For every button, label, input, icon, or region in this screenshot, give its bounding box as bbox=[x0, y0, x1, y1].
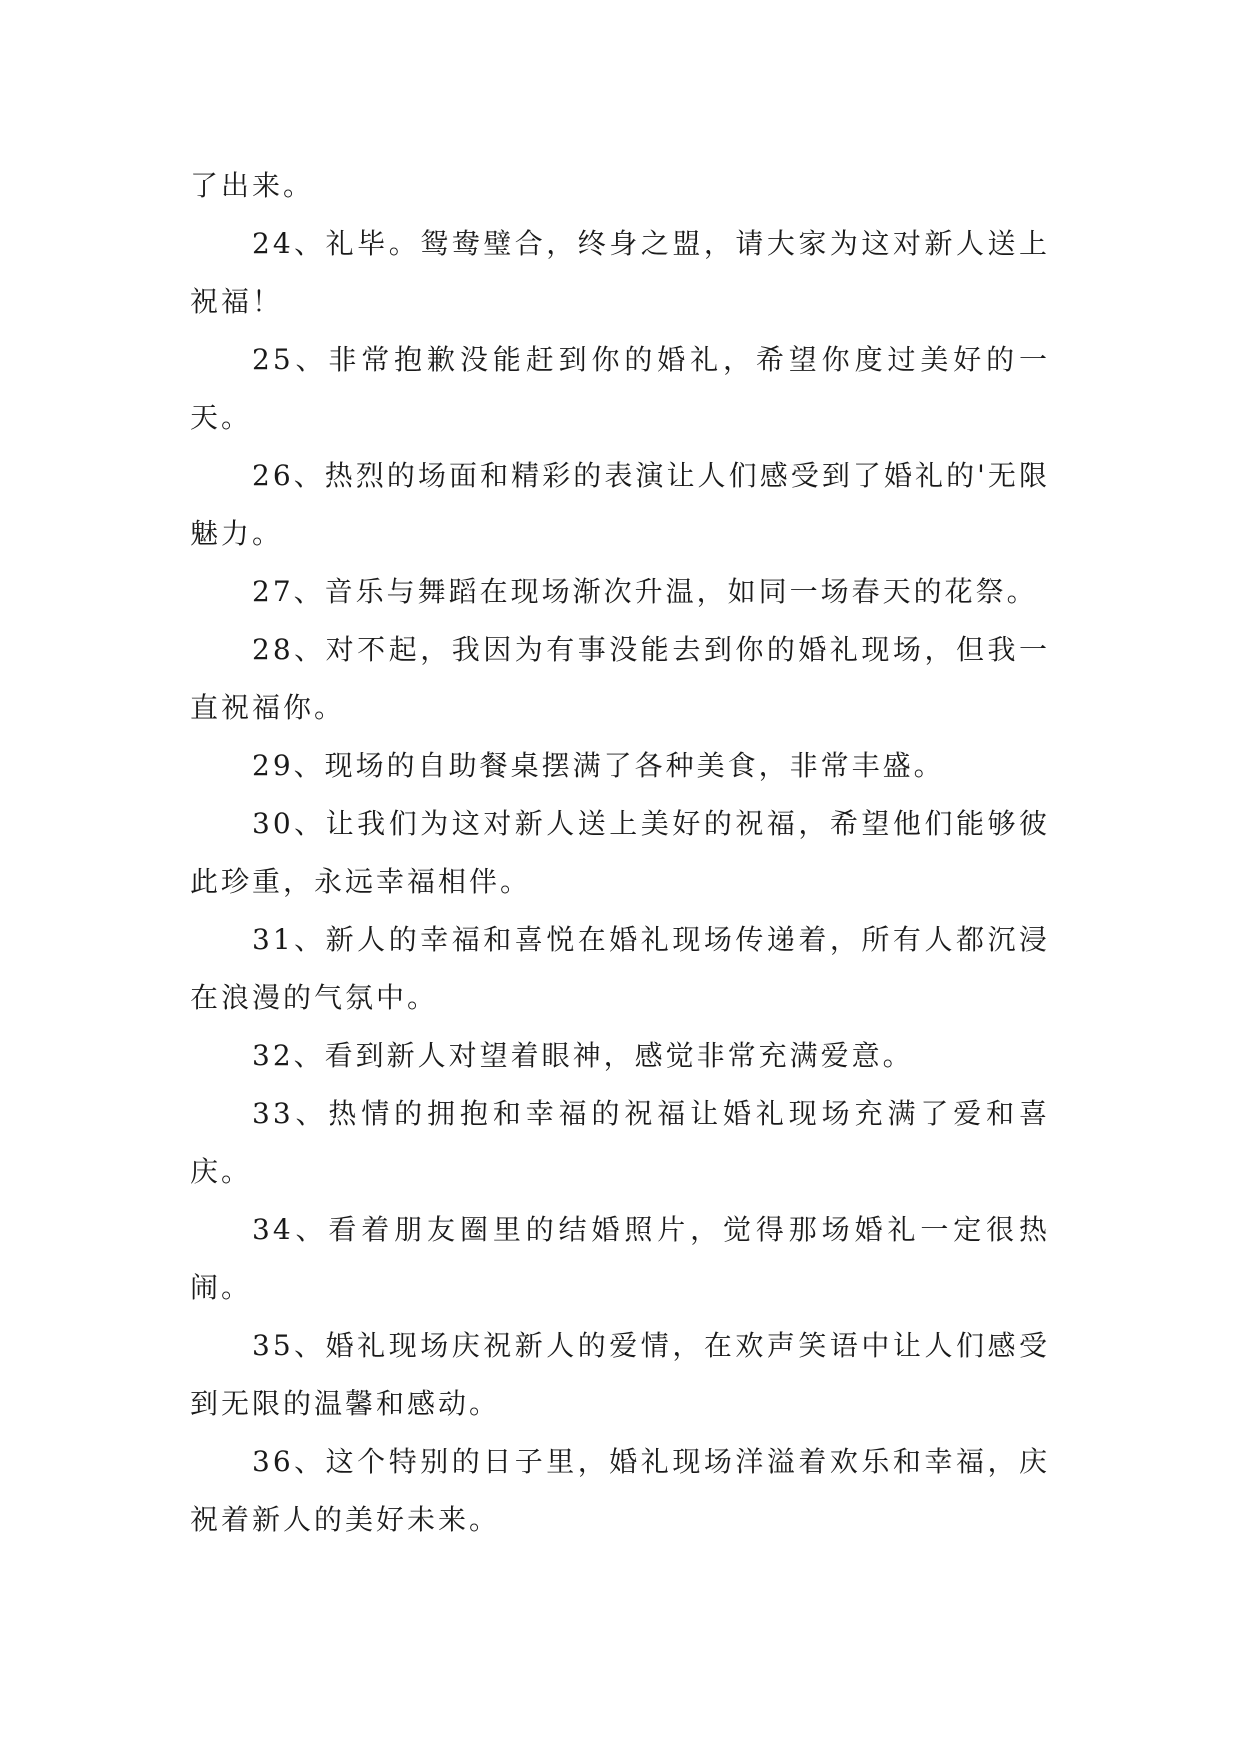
paragraph-24: 24、礼毕。鸳鸯璧合，终身之盟，请大家为这对新人送上祝福！ bbox=[190, 227, 1050, 318]
paragraph-continuation: 了出来。 bbox=[190, 169, 315, 202]
paragraph-25: 25、非常抱歉没能赶到你的婚礼，希望你度过美好的一天。 bbox=[190, 343, 1050, 434]
paragraph-34: 34、看着朋友圈里的结婚照片，觉得那场婚礼一定很热闹。 bbox=[190, 1213, 1050, 1304]
paragraph-28: 28、对不起，我因为有事没能去到你的婚礼现场，但我一直祝福你。 bbox=[190, 633, 1050, 724]
paragraph-31: 31、新人的幸福和喜悦在婚礼现场传递着，所有人都沉浸在浪漫的气氛中。 bbox=[190, 923, 1050, 1014]
paragraph-26: 26、热烈的场面和精彩的表演让人们感受到了婚礼的'无限魅力。 bbox=[190, 459, 1050, 550]
paragraph-27: 27、音乐与舞蹈在现场渐次升温，如同一场春天的花祭。 bbox=[252, 575, 1038, 608]
paragraph-35: 35、婚礼现场庆祝新人的爱情，在欢声笑语中让人们感受到无限的温馨和感动。 bbox=[190, 1329, 1050, 1420]
document-body bbox=[190, 157, 1050, 1549]
paragraph-29: 29、现场的自助餐桌摆满了各种美食，非常丰盛。 bbox=[252, 749, 945, 782]
paragraph-30: 30、让我们为这对新人送上美好的祝福，希望他们能够彼此珍重，永远幸福相伴。 bbox=[190, 807, 1050, 898]
paragraph-32: 32、看到新人对望着眼神，感觉非常充满爱意。 bbox=[252, 1039, 914, 1072]
paragraph-36: 36、这个特别的日子里，婚礼现场洋溢着欢乐和幸福，庆祝着新人的美好未来。 bbox=[190, 1445, 1050, 1536]
paragraph-33: 33、热情的拥抱和幸福的祝福让婚礼现场充满了爱和喜庆。 bbox=[190, 1097, 1050, 1188]
